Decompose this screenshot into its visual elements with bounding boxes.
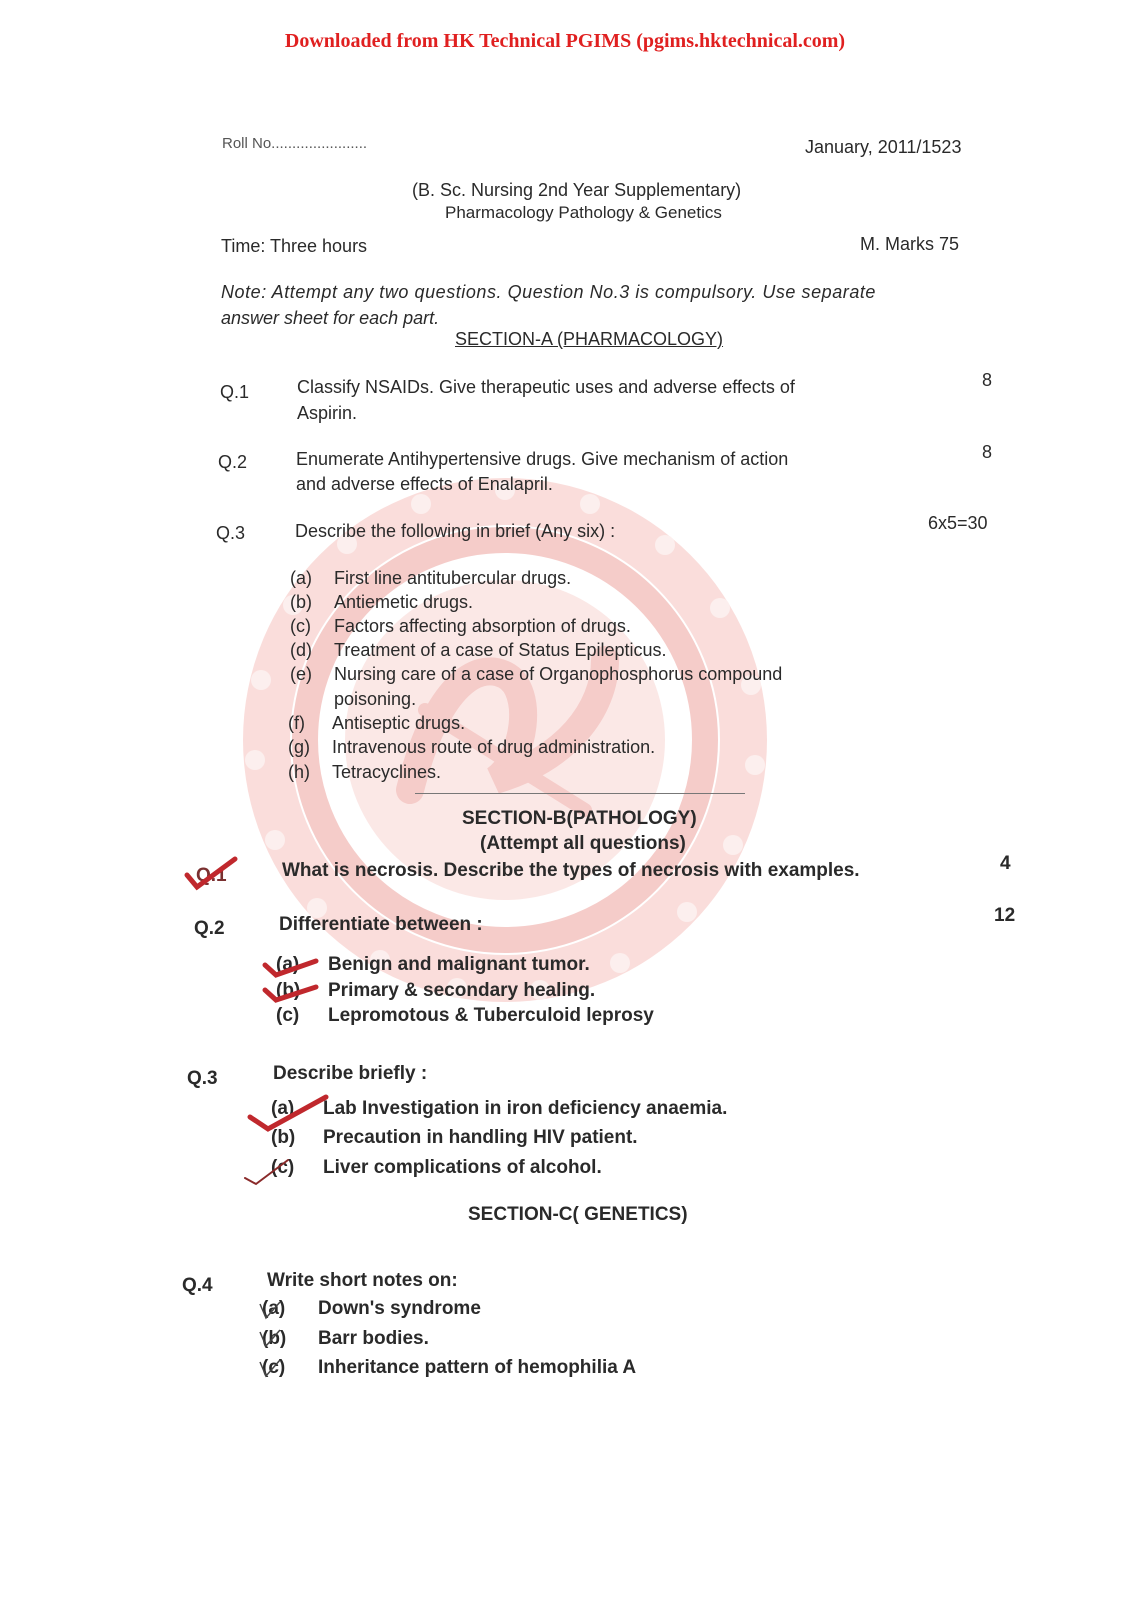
time-allowed: Time: Three hours <box>221 236 368 256</box>
section-b-q2-marks: 12 <box>994 905 1016 926</box>
tick-mark-icon <box>262 982 320 1006</box>
section-b-title: SECTION-B(PATHOLOGY) <box>462 808 697 829</box>
section-a-q3-text: Describe the following in brief (Any six) : <box>295 521 616 541</box>
roll-number: Roll No....................... <box>222 135 368 152</box>
list-item: (g) Intravenous route of drug administration. <box>288 737 656 757</box>
divider <box>415 793 745 794</box>
tick-mark-icon <box>262 955 320 981</box>
section-b-q1-marks: 4 <box>1000 853 1011 874</box>
section-b-q2-number: Q.2 <box>194 918 225 939</box>
list-item: (b) Antiemetic drugs. <box>290 592 474 612</box>
section-c-q4-number: Q.4 <box>182 1275 213 1296</box>
list-item: (a) Benign and malignant tumor. <box>276 954 590 975</box>
list-item: (c) Inheritance pattern of hemophilia A <box>262 1357 637 1378</box>
list-item: (b) Primary & secondary healing. <box>276 980 596 1001</box>
section-a-q2-marks: 8 <box>982 442 993 462</box>
section-a-q1-number: Q.1 <box>220 382 250 402</box>
list-item: (b) Precaution in handling HIV patient. <box>271 1127 638 1148</box>
section-b-q2-text: Differentiate between : <box>279 914 483 935</box>
list-item: (c) Liver complications of alcohol. <box>271 1157 602 1178</box>
section-a-title: SECTION-A (PHARMACOLOGY) <box>455 329 724 349</box>
download-banner: Downloaded from HK Technical PGIMS (pgims.hktechnical.com) <box>284 30 846 52</box>
section-b-q3-number: Q.3 <box>187 1068 218 1089</box>
section-a-q1-line2: Aspirin. <box>297 403 358 423</box>
list-item: (f) Antiseptic drugs. <box>288 713 466 733</box>
subject-title: Pharmacology Pathology & Genetics <box>445 203 722 222</box>
list-item: (c) Factors affecting absorption of drugs. <box>290 616 631 636</box>
list-item: (e) Nursing care of a case of Organophosphorus compound <box>290 664 783 684</box>
section-a-q2-line1: Enumerate Antihypertensive drugs. Give mechanism of action <box>296 449 789 469</box>
course-title: (B. Sc. Nursing 2nd Year Supplementary) <box>412 180 742 200</box>
section-b-q1-number: Q.1 <box>196 865 227 886</box>
section-b-q1-text: What is necrosis. Describe the types of necrosis with examples. <box>282 860 860 881</box>
section-a-q1-line1: Classify NSAIDs. Give therapeutic uses and adverse effects of <box>297 377 795 397</box>
section-a-q3-marks: 6x5=30 <box>928 513 988 533</box>
list-item: (c) Lepromotous & Tuberculoid leprosy <box>276 1005 654 1026</box>
section-a-q3-number: Q.3 <box>216 523 246 543</box>
pencil-tick-icon <box>256 1298 286 1388</box>
tick-mark-icon <box>183 855 239 891</box>
section-c-q4-text: Write short notes on: <box>267 1270 458 1291</box>
note-line-1: Note: Attempt any two questions. Question No.3 is compulsory. Use separate <box>221 282 876 302</box>
section-b-subtitle: (Attempt all questions) <box>480 833 686 854</box>
list-item: (a) First line antitubercular drugs. <box>290 568 572 588</box>
list-item: (d) Treatment of a case of Status Epilepticus. <box>290 640 667 660</box>
list-item: poisoning. <box>334 689 417 709</box>
list-item: (a) Lab Investigation in iron deficiency anaemia. <box>271 1098 728 1119</box>
list-item: (b) Barr bodies. <box>262 1328 429 1349</box>
section-a-q1-marks: 8 <box>982 370 993 390</box>
section-a-q2-line2: and adverse effects of Enalapril. <box>296 474 553 494</box>
tick-mark-icon <box>246 1093 330 1133</box>
tick-mark-icon <box>242 1156 292 1186</box>
list-item: (h) Tetracyclines. <box>288 762 442 782</box>
list-item: (a) Down's syndrome <box>262 1298 481 1319</box>
section-a-q2-number: Q.2 <box>218 452 248 472</box>
max-marks: M. Marks 75 <box>860 234 960 254</box>
note-line-2: answer sheet for each part. <box>221 308 440 328</box>
section-b-q3-text: Describe briefly : <box>273 1063 428 1084</box>
section-c-title: SECTION-C( GENETICS) <box>468 1204 688 1225</box>
date-code: January, 2011/1523 <box>805 137 962 157</box>
